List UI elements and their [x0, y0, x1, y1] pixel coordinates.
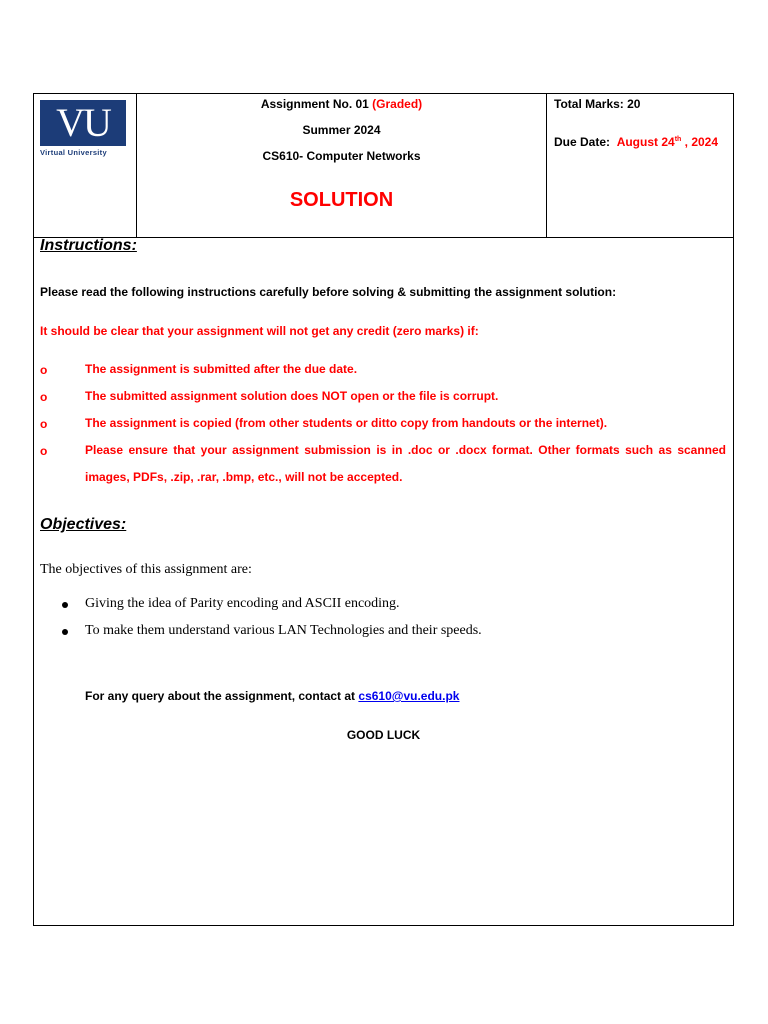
- assignment-label: Assignment No. 01: [260, 97, 373, 111]
- bullet-marker: o: [40, 363, 48, 377]
- bullet-marker: o: [40, 417, 48, 431]
- due-date-label: Due Date:: [554, 135, 611, 149]
- due-year: , 2024: [681, 135, 719, 149]
- bullet-marker: o: [40, 444, 48, 458]
- vu-logo-icon: [41, 102, 125, 144]
- instruction-item: The submitted assignment solution does NOT open or the file is corrupt.: [85, 389, 499, 403]
- logo-subtitle: Virtual University: [40, 148, 107, 157]
- header-table: [34, 94, 733, 238]
- assignment-document: [33, 93, 734, 926]
- marks-cell: [547, 94, 733, 237]
- bullet-dot: [62, 629, 68, 635]
- total-marks: Total Marks: 20: [554, 97, 641, 111]
- good-luck: GOOD LUCK: [346, 728, 421, 742]
- due-date-value: [617, 135, 718, 149]
- contact-email-link[interactable]: cs610@vu.edu.pk: [358, 689, 460, 703]
- vu-logo-mark: [40, 100, 126, 146]
- title-cell: [137, 94, 547, 237]
- due-date: [554, 135, 718, 149]
- solution-label: SOLUTION: [289, 189, 394, 211]
- objective-item: To make them understand various LAN Technologies and their speeds.: [85, 623, 482, 638]
- bullet-marker: o: [40, 390, 48, 404]
- instructions-heading: Instructions:: [40, 237, 137, 254]
- objective-item: Giving the idea of Parity encoding and ASCII encoding.: [85, 596, 400, 611]
- due-day-suffix: th: [674, 136, 682, 143]
- objectives-heading: Objectives:: [40, 516, 127, 533]
- due-month-day: August 24: [616, 135, 675, 149]
- course-name: CS610- Computer Networks: [262, 149, 421, 163]
- graded-tag: (Graded): [372, 97, 423, 111]
- bullet-dot: [62, 602, 68, 608]
- semester: Summer 2024: [302, 123, 381, 137]
- instruction-item: Please ensure that your assignment submission is in .doc or .docx format. Other formats such as scanned images, PDFs, .zip, .rar, .bmp, etc., will not be accepted.: [85, 443, 726, 484]
- contact-text: For any query about the assignment, contact at: [85, 689, 359, 703]
- objectives-intro: The objectives of this assignment are:: [40, 562, 252, 577]
- contact-line: [85, 689, 459, 703]
- logo-text: VU: [56, 102, 110, 144]
- assignment-title: [137, 97, 546, 111]
- vu-logo: [40, 100, 128, 157]
- instruction-item: The assignment is copied (from other students or ditto copy from handouts or the internet).: [85, 416, 608, 430]
- instructions-warning: It should be clear that your assignment will not get any credit (zero marks) if:: [40, 324, 479, 338]
- instruction-item: The assignment is submitted after the due date.: [85, 362, 358, 376]
- instructions-intro: Please read the following instructions carefully before solving & submitting the assignment solution:: [40, 285, 617, 299]
- logo-cell: [34, 94, 137, 237]
